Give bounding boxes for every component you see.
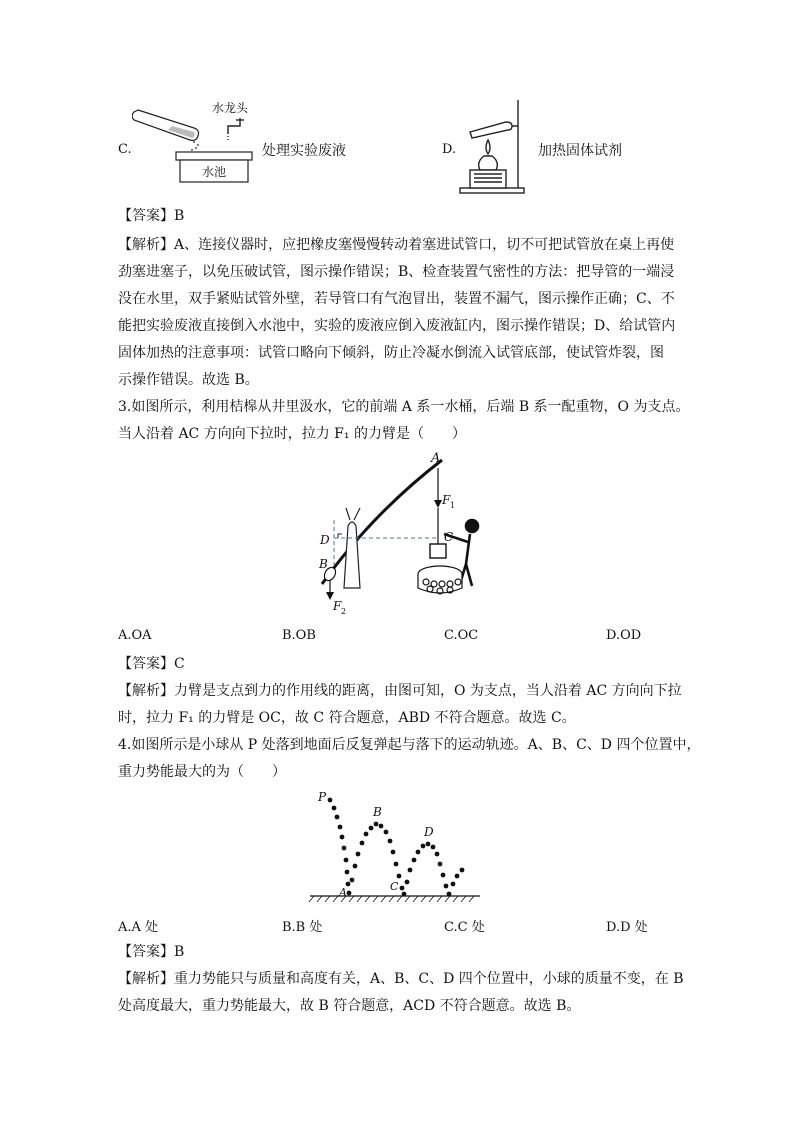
q3-option-a: A.OA: [118, 628, 152, 643]
support-post: [344, 508, 360, 588]
point-c-label: C: [390, 880, 399, 893]
test-tube-icon: [132, 110, 199, 141]
faucet-icon: [228, 118, 244, 140]
force-f1-subscript: 1: [450, 501, 456, 510]
prev-analysis-line: 劲塞进塞子，以免压破试管，图示操作错误；B、检查装置气密性的方法：把导管的一端浸: [118, 264, 675, 280]
q4-option-d: D.D 处: [606, 920, 648, 935]
option-c-label: C.: [118, 142, 132, 157]
q4-stem-line: 4.如图所示是小球从 P 处落到地面后反复弹起与落下的运动轨迹。A、B、C、D 四个位置中，: [118, 737, 701, 753]
force-f1-label: F: [442, 493, 451, 507]
option-d-label: D.: [442, 142, 457, 157]
well-sweep-figure: [312, 448, 492, 618]
q4-option-c: C.C 处: [444, 920, 485, 935]
point-b-label: B: [373, 805, 382, 819]
force-f2-subscript: 2: [341, 607, 347, 616]
point-p-label: P: [318, 790, 327, 804]
point-b-label: B: [319, 557, 328, 571]
q4-analysis-line: 【解析】重力势能只与质量和高度有关，A、B、C、D 四个位置中，小球的质量不变，在 B: [118, 971, 684, 987]
q4-option-b: B.B 处: [282, 920, 323, 935]
q4-answer: 【答案】B: [118, 944, 185, 960]
q3-option-b: B.OB: [282, 628, 316, 643]
q4-analysis-line: 处高度最大，重力势能最大，故 B 符合题意，ACD 不符合题意。故选 B。: [118, 998, 581, 1014]
prev-analysis-line: 能把实验废液直接倒入水池中，实验的废液应倒入废液缸内，图示操作错误；D、给试管内: [118, 318, 676, 334]
q3-analysis-line: 【解析】力臂是支点到力的作用线的距离，由图可知，O 为支点，当人沿着 AC 方向向下拉: [118, 683, 682, 699]
q3-answer: 【答案】C: [118, 656, 185, 672]
prev-analysis-line: 示操作错误。故选 B。: [118, 372, 259, 388]
q3-stem-line: 当人沿着 AC 方向向下拉时，拉力 F₁ 的力臂是（ ）: [118, 426, 466, 442]
q3-option-c: C.OC: [444, 628, 479, 643]
lever-beam: [322, 460, 442, 584]
q3-stem-line: 3.如图所示，利用桔槔从井里汲水，它的前端 A 系一水桶，后端 B 系一配重物，O 为支点。: [118, 399, 690, 415]
bounce-trajectory-figure: [306, 784, 486, 910]
point-c-label: C: [444, 530, 454, 544]
faucet-label: 水龙头: [212, 101, 249, 115]
point-a-label: A: [339, 886, 347, 899]
option-c-caption: 处理实验废液: [262, 143, 346, 159]
option-d-caption: 加热固体试剂: [538, 143, 622, 159]
prev-analysis-line: 没在水里，双手紧贴试管外壁，若导管口有气泡冒出，装置不漏气，图示操作正确；C、不: [118, 291, 675, 307]
q4-option-a: A.A 处: [118, 920, 159, 935]
point-a-label: A: [431, 451, 441, 466]
q3-option-d: D.OD: [606, 628, 642, 643]
sink-label: 水池: [202, 165, 227, 179]
heating-solid-figure: [456, 96, 528, 196]
waste-liquid-figure: [132, 98, 258, 188]
q4-stem-line: 重力势能最大的为（ ）: [118, 764, 286, 780]
well-icon: [418, 566, 462, 594]
q3-analysis-line: 时，拉力 F₁ 的力臂是 OC，故 C 符合题意，ABD 不符合题意。故选 C。: [118, 710, 576, 726]
force-f2-label: F: [333, 599, 342, 613]
point-d-label: D: [424, 825, 434, 839]
prev-analysis-line: 固体加热的注意事项：试管口略向下倾斜，防止冷凝水倒流入试管底部，使试管炸裂，图: [118, 345, 664, 361]
prev-analysis-line: 【解析】A、连接仪器时，应把橡皮塞慢慢转动着塞进试管口，切不可把试管放在桌上再使: [118, 237, 675, 253]
prev-answer: 【答案】B: [118, 208, 185, 224]
point-d-label: D: [320, 533, 330, 547]
